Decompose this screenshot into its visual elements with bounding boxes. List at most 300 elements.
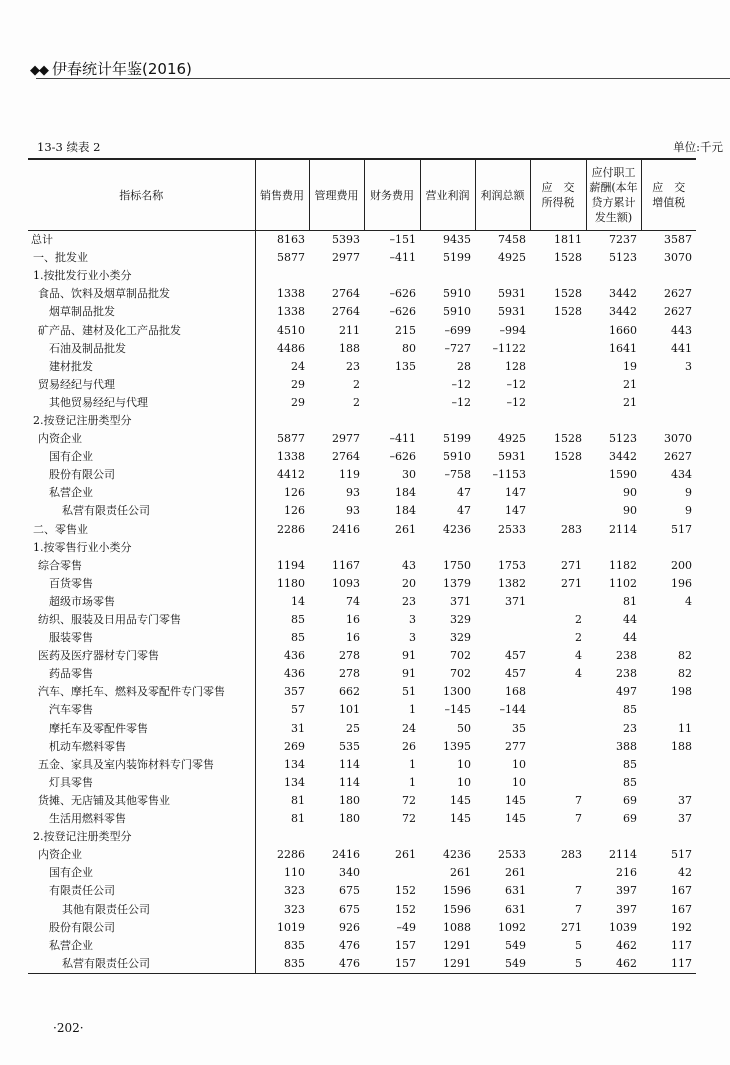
cell-value: 5123 [609, 251, 637, 265]
cell-value: 74 [346, 594, 360, 608]
table-row [28, 502, 696, 520]
cell-value: 3 [685, 359, 692, 373]
cell-value: –994 [499, 323, 526, 337]
cell-value: 7237 [609, 233, 637, 247]
cell-value: 261 [395, 848, 416, 862]
cell-value: 1291 [420, 955, 475, 974]
cell-value: –49 [396, 920, 416, 934]
row-label: 一、批发业 [28, 249, 255, 267]
row-label: 股份有限公司 [28, 919, 255, 937]
row-label: 国有企业 [28, 448, 255, 466]
row-label: 摩托车及零配件零售 [28, 720, 255, 738]
cell-value [641, 611, 696, 629]
row-label: 2.按登记注册类型分 [28, 828, 255, 846]
row-label: 其他贸易经纪与代理 [28, 394, 255, 412]
cell-value: 1180 [277, 576, 305, 590]
cell-value: 180 [339, 812, 360, 826]
cell-value: 44 [623, 631, 637, 645]
cell-value: 283 [561, 848, 582, 862]
cell-value: 145 [450, 812, 471, 826]
cell-value: 397 [616, 884, 637, 898]
cell-value [530, 756, 586, 774]
cell-value: –626 [389, 305, 416, 319]
cell-value: 188 [671, 739, 692, 753]
table-row [28, 665, 696, 683]
cell-value: 1528 [554, 450, 582, 464]
cell-value: 128 [505, 359, 526, 373]
cell-value: 261 [505, 866, 526, 880]
cell-value: 145 [505, 793, 526, 807]
cell-value: 2627 [664, 450, 692, 464]
table-row [28, 756, 696, 774]
cell-value [530, 412, 586, 430]
row-label: 总计 [28, 231, 255, 250]
cell-value: 82 [678, 649, 692, 663]
table-row [28, 557, 696, 575]
cell-value: 93 [346, 504, 360, 518]
cell-value: 135 [395, 359, 416, 373]
cell-value: 69 [623, 812, 637, 826]
cell-value: 10 [457, 775, 471, 789]
cell-value: –411 [389, 432, 416, 446]
cell-value: 476 [339, 938, 360, 952]
cell-value: 25 [346, 721, 360, 735]
cell-value: 1 [409, 703, 416, 717]
cell-value: 1528 [554, 305, 582, 319]
cell-value: –626 [389, 287, 416, 301]
cell-value: 631 [505, 884, 526, 898]
cell-value: 10 [457, 757, 471, 771]
cell-value: 180 [339, 793, 360, 807]
cell-value [364, 864, 420, 882]
row-label: 药品零售 [28, 665, 255, 683]
cell-value [364, 539, 420, 557]
cell-value: 8163 [277, 233, 305, 247]
cell-value [530, 683, 586, 701]
running-head [30, 58, 192, 79]
cell-value: 323 [284, 884, 305, 898]
cell-value: 2 [353, 377, 360, 391]
table-row [28, 303, 696, 321]
cell-value: 323 [284, 902, 305, 916]
cell-value: 5877 [277, 251, 305, 265]
cell-value: 1300 [443, 685, 471, 699]
table-row [28, 882, 696, 900]
cell-value [641, 267, 696, 285]
column-header: 应 交 增值税 [641, 159, 696, 231]
cell-value: 200 [671, 558, 692, 572]
cell-value: 2764 [332, 287, 360, 301]
row-label: 生活用燃料零售 [28, 810, 255, 828]
cell-value: 388 [616, 739, 637, 753]
cell-value [641, 756, 696, 774]
cell-value: 7 [575, 793, 582, 807]
row-label: 医药及医疗器材专门零售 [28, 647, 255, 665]
cell-value: 47 [457, 504, 471, 518]
table-row [28, 466, 696, 484]
cell-value: 1019 [277, 920, 305, 934]
row-label: 其他有限责任公司 [28, 900, 255, 918]
cell-value [255, 267, 309, 285]
cell-value: 126 [284, 504, 305, 518]
table-row [28, 430, 696, 448]
cell-value: 271 [561, 576, 582, 590]
cell-value [586, 412, 641, 430]
cell-value [530, 358, 586, 376]
row-label: 超级市场零售 [28, 593, 255, 611]
cell-value: 497 [616, 685, 637, 699]
cell-value [586, 539, 641, 557]
row-label: 内资企业 [28, 846, 255, 864]
cell-value: 69 [623, 793, 637, 807]
cell-value: 5199 [443, 432, 471, 446]
table-row [28, 629, 696, 647]
cell-value: 4 [685, 594, 692, 608]
cell-value: –626 [389, 450, 416, 464]
cell-value: 5123 [609, 432, 637, 446]
cell-value [364, 412, 420, 430]
cell-value: 10 [512, 757, 526, 771]
cell-value: 7 [575, 902, 582, 916]
cell-value: 11 [678, 721, 692, 735]
cell-value: 1750 [443, 558, 471, 572]
table-row [28, 267, 696, 285]
cell-value: 1182 [609, 558, 637, 572]
cell-value: 2286 [277, 848, 305, 862]
cell-value: 215 [395, 323, 416, 337]
cell-value: 4412 [277, 468, 305, 482]
cell-value: 114 [339, 775, 360, 789]
cell-value: 1338 [277, 305, 305, 319]
cell-value: 4 [575, 649, 582, 663]
cell-value: 329 [450, 613, 471, 627]
cell-value: 110 [284, 866, 305, 880]
cell-value: 81 [291, 793, 305, 807]
table-row [28, 539, 696, 557]
cell-value: 50 [457, 721, 471, 735]
cell-value [530, 267, 586, 285]
column-header: 应付职工 薪酬(本年 贷方累计 发生额) [586, 159, 641, 231]
cell-value: 85 [291, 613, 305, 627]
cell-value: 1528 [554, 251, 582, 265]
cell-value: 198 [671, 685, 692, 699]
cell-value: 5931 [498, 450, 526, 464]
cell-value: 85 [623, 775, 637, 789]
cell-value: 2533 [498, 522, 526, 536]
cell-value: 42 [678, 866, 692, 880]
cell-value: 90 [623, 504, 637, 518]
cell-value: 2627 [664, 287, 692, 301]
table-id: 13-3 续表 2 [37, 140, 101, 154]
cell-value: –727 [444, 341, 471, 355]
cell-value [309, 828, 364, 846]
table-row [28, 394, 696, 412]
cell-value: 91 [402, 667, 416, 681]
cell-value: 517 [671, 848, 692, 862]
row-label: 汽车零售 [28, 701, 255, 719]
cell-value: 9435 [443, 233, 471, 247]
cell-value [530, 774, 586, 792]
table-row [28, 231, 696, 250]
cell-value: 81 [623, 594, 637, 608]
cell-value: 631 [505, 902, 526, 916]
table-row [28, 647, 696, 665]
cell-value: 1039 [609, 920, 637, 934]
cell-value [420, 412, 475, 430]
cell-value [586, 267, 641, 285]
cell-value: –758 [444, 468, 471, 482]
header-rule [36, 78, 730, 79]
cell-value: 24 [291, 359, 305, 373]
cell-value: 51 [402, 685, 416, 699]
cell-value: 93 [346, 486, 360, 500]
column-header: 营业利润 [420, 159, 475, 231]
cell-value: 7 [575, 812, 582, 826]
cell-value: 9 [685, 486, 692, 500]
cell-value: 20 [402, 576, 416, 590]
cell-value [530, 340, 586, 358]
cell-value: 1753 [498, 558, 526, 572]
cell-value: 662 [339, 685, 360, 699]
cell-value: 3070 [664, 251, 692, 265]
cell-value [530, 593, 586, 611]
cell-value: 371 [450, 594, 471, 608]
cell-value: 371 [505, 594, 526, 608]
cell-value: 35 [512, 721, 526, 735]
row-label: 私营有限责任公司 [28, 955, 255, 974]
table-row [28, 412, 696, 430]
cell-value: 5877 [277, 432, 305, 446]
cell-value: 134 [284, 757, 305, 771]
cell-value: 85 [623, 757, 637, 771]
row-label: 五金、家具及室内装饰材料专门零售 [28, 756, 255, 774]
cell-value [309, 412, 364, 430]
cell-value [255, 539, 309, 557]
cell-value: 397 [616, 902, 637, 916]
table-row [28, 285, 696, 303]
column-header: 管理费用 [309, 159, 364, 231]
cell-value: 147 [505, 486, 526, 500]
cell-value: 340 [339, 866, 360, 880]
cell-value: 1379 [443, 576, 471, 590]
cell-value: –411 [389, 251, 416, 265]
row-label: 食品、饮料及烟草制品批发 [28, 285, 255, 303]
cell-value: 21 [623, 395, 637, 409]
cell-value: 271 [561, 920, 582, 934]
cell-value: 3 [409, 631, 416, 645]
row-label: 灯具零售 [28, 774, 255, 792]
cell-value: 3587 [664, 233, 692, 247]
cell-value: 357 [284, 685, 305, 699]
cell-value: –1153 [492, 468, 526, 482]
cell-value: 1660 [609, 323, 637, 337]
column-header: 销售费用 [255, 159, 309, 231]
cell-value: 2416 [332, 522, 360, 536]
cell-value: 134 [284, 775, 305, 789]
row-label: 有限责任公司 [28, 882, 255, 900]
cell-value [364, 394, 420, 412]
cell-value [364, 376, 420, 394]
cell-value: 1088 [443, 920, 471, 934]
cell-value: 3 [409, 613, 416, 627]
cell-value: 2764 [332, 450, 360, 464]
cell-value [475, 629, 530, 647]
cell-value [530, 864, 586, 882]
cell-value: 184 [395, 504, 416, 518]
row-label: 股份有限公司 [28, 466, 255, 484]
table-row [28, 575, 696, 593]
cell-value: 1093 [332, 576, 360, 590]
cell-value: 476 [309, 955, 364, 974]
cell-value: 145 [505, 812, 526, 826]
cell-value: 1338 [277, 287, 305, 301]
cell-value [530, 828, 586, 846]
table-row [28, 864, 696, 882]
cell-value: 4925 [498, 251, 526, 265]
row-label: 私营企业 [28, 937, 255, 955]
cell-value: 167 [671, 902, 692, 916]
cell-value [530, 502, 586, 520]
row-label: 汽车、摩托车、燃料及零配件专门零售 [28, 683, 255, 701]
row-label: 烟草制品批发 [28, 303, 255, 321]
cell-value: 37 [678, 793, 692, 807]
cell-value: 85 [291, 631, 305, 645]
cell-value: –144 [499, 703, 526, 717]
cell-value: 126 [284, 486, 305, 500]
cell-value: –145 [444, 703, 471, 717]
unit-label: 单位:千元 [673, 140, 723, 154]
cell-value: 1596 [443, 902, 471, 916]
cell-value [420, 267, 475, 285]
row-label: 2.按登记注册类型分 [28, 412, 255, 430]
cell-value [364, 828, 420, 846]
cell-value [586, 828, 641, 846]
cell-value: 2114 [609, 522, 637, 536]
cell-value: 2977 [332, 432, 360, 446]
diamond-icon: ◆◆ [30, 63, 48, 78]
cell-value [420, 539, 475, 557]
table-row [28, 738, 696, 756]
cell-value: 5931 [498, 305, 526, 319]
cell-value [530, 738, 586, 756]
cell-value: 1382 [498, 576, 526, 590]
cell-value: 168 [505, 685, 526, 699]
cell-value: 5910 [443, 305, 471, 319]
cell-value: 277 [505, 739, 526, 753]
cell-value: 2286 [277, 522, 305, 536]
cell-value: 2416 [332, 848, 360, 862]
cell-value: 5 [575, 938, 582, 952]
row-label: 服装零售 [28, 629, 255, 647]
cell-value: 114 [339, 757, 360, 771]
cell-value: 2 [353, 395, 360, 409]
cell-value: 3442 [609, 450, 637, 464]
cell-value: 1528 [554, 432, 582, 446]
cell-value: 434 [671, 468, 692, 482]
cell-value: 16 [346, 613, 360, 627]
cell-value: 1590 [609, 468, 637, 482]
cell-value: 1102 [609, 576, 637, 590]
row-label: 矿产品、建材及化工产品批发 [28, 321, 255, 339]
cell-value: 549 [505, 938, 526, 952]
cell-value: –12 [451, 395, 471, 409]
cell-value: 5199 [443, 251, 471, 265]
header-row [28, 159, 696, 231]
cell-value: 675 [339, 884, 360, 898]
cell-value: 278 [339, 667, 360, 681]
cell-value: 37 [678, 812, 692, 826]
cell-value [420, 828, 475, 846]
cell-value: 261 [395, 522, 416, 536]
table-row [28, 593, 696, 611]
cell-value [255, 828, 309, 846]
cell-value: 5910 [443, 450, 471, 464]
cell-value: 443 [671, 323, 692, 337]
cell-value: 549 [475, 955, 530, 974]
row-label: 建材批发 [28, 358, 255, 376]
yearbook-title: 伊春统计年鉴(2016) [52, 60, 192, 78]
column-header: 财务费用 [364, 159, 420, 231]
cell-value: 90 [623, 486, 637, 500]
statistics-table [28, 158, 696, 974]
cell-value: 24 [402, 721, 416, 735]
cell-value: 26 [402, 739, 416, 753]
table-row [28, 937, 696, 955]
cell-value: 835 [284, 938, 305, 952]
cell-value: 82 [678, 667, 692, 681]
cell-value: 261 [450, 866, 471, 880]
cell-value: 283 [561, 522, 582, 536]
cell-value [641, 412, 696, 430]
cell-value: 1395 [443, 739, 471, 753]
column-header: 应 交 所得税 [530, 159, 586, 231]
table-row [28, 810, 696, 828]
table-row [28, 900, 696, 918]
cell-value: 80 [402, 341, 416, 355]
table-row [28, 846, 696, 864]
row-label: 内资企业 [28, 430, 255, 448]
cell-value: –12 [506, 395, 526, 409]
cell-value: 3442 [609, 287, 637, 301]
cell-value: 4236 [443, 522, 471, 536]
cell-value: 117 [671, 938, 692, 952]
column-header: 利润总额 [475, 159, 530, 231]
cell-value: 2977 [332, 251, 360, 265]
cell-value [530, 376, 586, 394]
cell-value: 72 [402, 793, 416, 807]
cell-value [530, 539, 586, 557]
cell-value: 238 [616, 667, 637, 681]
cell-value: 5910 [443, 287, 471, 301]
cell-value: 238 [616, 649, 637, 663]
cell-value: 57 [291, 703, 305, 717]
row-label: 纺织、服装及日用品专门零售 [28, 611, 255, 629]
table-row [28, 828, 696, 846]
table-row [28, 376, 696, 394]
cell-value: 28 [457, 359, 471, 373]
cell-value: 10 [512, 775, 526, 789]
cell-value: 21 [623, 377, 637, 391]
table-row [28, 955, 696, 974]
cell-value: 4510 [277, 323, 305, 337]
cell-value: 30 [402, 468, 416, 482]
row-label: 综合零售 [28, 557, 255, 575]
cell-value [641, 774, 696, 792]
cell-value: 5393 [332, 233, 360, 247]
cell-value: 278 [339, 649, 360, 663]
cell-value: 2 [575, 631, 582, 645]
cell-value: 23 [623, 721, 637, 735]
